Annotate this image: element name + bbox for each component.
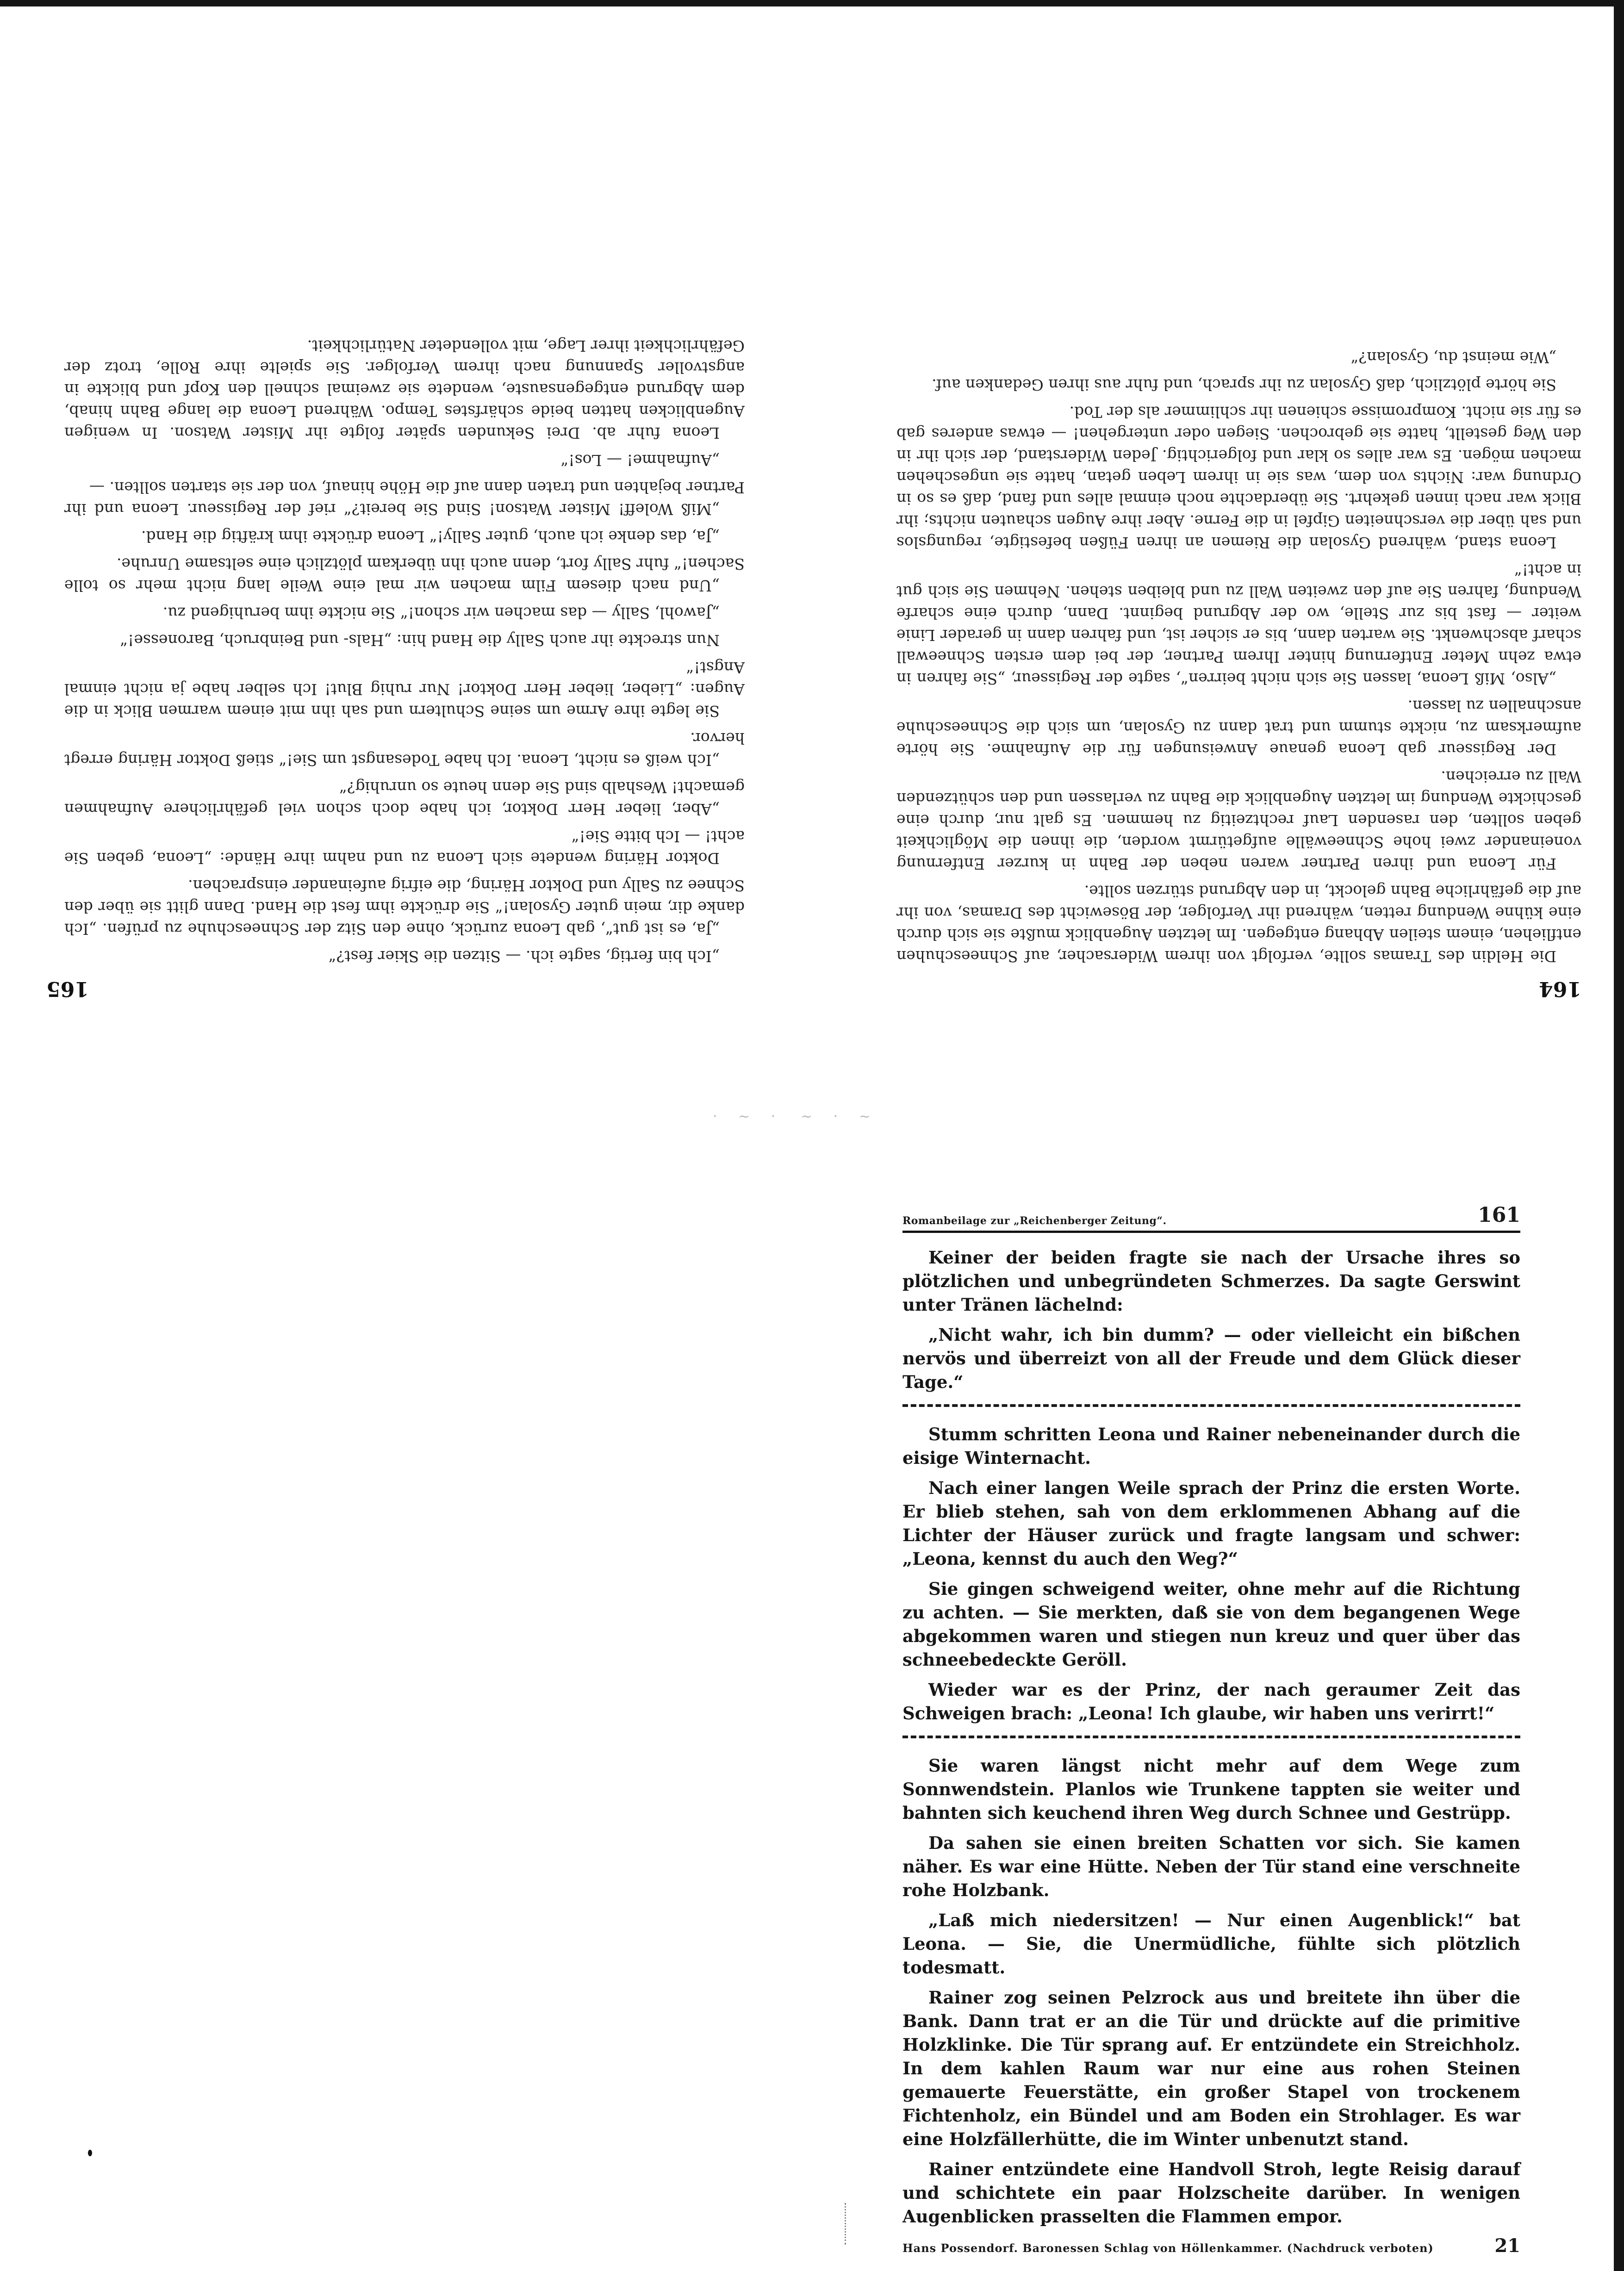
fold-mark [845,2203,849,2245]
paragraph: Die Heldin des Tramas sollte, verfolgt von ihrem Widersacher, auf Schneeschuhen entfliehen, einem steilen Abhang entgegen. Im letzten Augenblick mußte sie sich durch eine kühne Wendung retten, während ihr Verfolger, der Bösewicht des Dramas, von ihr auf die gefährliche Bahn gelockt, in den Abgrund stürzen sollte. [896,882,1581,965]
paragraph: „Laß mich niedersitzen! — Nur einen Augenblick!“ bat Leona. — Sie, die Unermüdliche, fühlte sich plötzlich todesmatt. [902,1910,1520,1978]
paragraph: Leona stand, während Gysolan die Riemen an ihren Füßen befestigte, regungslos und sah über die verschneiten Gipfel in die Ferne. Aber ihre Augen schauten nichts; ihr Blick war nach innen gekehrt. Sie überdachte noch einmal alles und fand, daß es so in Ordnung war: Nichts von dem, was sie in ihrem Leben getan, hatte sie ungeschehen machen mögen. Es war alles so klar und folgerichtig. Jeden Widerstand, der sich ihr in den Weg gestellt, hatte sie gebrochen. Siegen oder untergehen! — etwas anderes gab es für sie nicht. Kompromisse schienen ihr schlimmer als der Tod. [896,403,1581,552]
ink-speck [88,2150,92,2156]
page-161-text [902,1246,1520,2228]
paragraph: Rainer entzündete eine Handvoll Stroh, legte Reisig darauf und schichtete ein paar Holzscheite darüber. In wenigen Augenblicken prasselten die Flammen empor. [902,2159,1520,2227]
paragraph: Nach einer langen Weile sprach der Prinz die ersten Worte. Er blieb stehen, sah von dem erklommenen Abhang auf die Lichter der Häuser zurück und fragte langsam und schwer: „Leona, kennst du auch den Weg?“ [902,1478,1520,1569]
paragraph: Sie gingen schweigend weiter, ohne mehr auf die Richtung zu achten. — Sie merkten, daß sie von dem begangenen Wege abgekommen waren und stiegen nun kreuz und quer über das schneebedeckte Geröll. [902,1579,1520,1670]
paragraph: Für Leona und ihren Partner waren neben der Bahn in kurzer Entfernung voneinander zwei hohe Schneewälle aufgetürmt worden, die ihnen die Möglichkeit geben sollten, den rasenden Lauf rechtzeitig zu hemmen. Es galt nur, durch eine geschickte Wendung im letzten Augenblick die Bahn zu verlassen und den schützenden Wall zu erreichen. [896,768,1581,873]
page-footer [902,2235,1520,2257]
page-161 [902,1203,1520,2257]
paragraph: Sie legte ihre Arme um seine Schultern und sah ihn mit einem warmen Blick in die Augen: „Lieber, lieber Herr Doktor! Nur ruhig Blut! Ich selber habe ja nicht einmal Angst!“ [64,659,745,720]
paragraph: „Aber, lieber Herr Doktor, ich habe doch schon viel gefährlichere Aufnahmen gemacht! Weshalb sind Sie denn heute so unruhig?“ [64,778,745,818]
footer-credit: Hans Possendorf. Baronessen Schlag von Höllenkammer. (Nachdruck verboten) [902,2241,1434,2255]
paragraph: „Miß Woleff! Mister Watson! Sind Sie bereit?“ rief der Regisseur. Leona und ihr Partner bejahten und traten dann auf die Höhe hinauf, von der sie starten sollten. — [64,479,745,518]
faint-smudge-mark: · ~ · [713,1108,784,1125]
paragraph: „Ich weiß es nicht, Leona. Ich habe Todesangst um Sie!“ stieß Doktor Häring erregt hervor. [64,729,745,769]
page-165-text-column [64,88,745,967]
paragraph: „Ja, das denke ich auch, guter Sally!“ Leona drückte ihm kräftig die Hand. [141,528,720,546]
paragraph: „Wie meinst du, Gysolan?“ [1350,348,1556,367]
paragraph: „Und nach diesem Film machen wir mal eine Weile lang nicht mehr so tolle Sachen!“ fuhr Sally fort, denn auch ihn überkam plötzlich eine seltsame Unruhe. [64,555,745,595]
paragraph: „Nicht wahr, ich bin dumm? — oder vielleicht ein bißchen nervös und überreizt von all der Freude und dem Glück dieser Tage.“ [902,1325,1520,1392]
paragraph: Sie hörte plötzlich, daß Gysolan zu ihr sprach, und fuhr aus ihren Gedanken auf. [932,376,1556,394]
paragraph: „Aufnahme! — Los!“ [560,451,720,469]
paragraph: Keiner der beiden fragte sie nach der Ursache ihres so plötzlichen und unbegründeten Schmerzes. Da sagte Gerswint unter Tränen lächelnd: [902,1247,1520,1315]
page-header [902,1203,1520,1233]
running-head: Romanbeilage zur „Reichenberger Zeitung“. [902,1215,1167,1227]
paragraph: „Ja, es ist gut“, gab Leona zurück, ohne den Sitz der Schneeschuhe zu prüfen. „Ich danke dir, mein guter Gysolan!“ Sie drückte ihm fest die Hand. Dann glitt sie über den Schnee zu Sally und Doktor Häring, die eifrig aufeinander einsprachen. [64,877,745,938]
paragraph: „Jawohl, Sally — das machen wir schon!“ Sie nickte ihm beruhigend zu. [162,604,720,622]
page-number-164: 164 [1539,977,1581,1001]
dashed-separator [902,1736,1520,1738]
paragraph: Leona fuhr ab. Drei Sekunden später folgte ihr Mister Watson. In wenigen Augenblicken hatten beide schärfstes Tempo. Während Leona die lange Bahn hinab, dem Abgrund entgegensauste, wendete sie zweimal schnell den Kopf und blickte in angstvoller Spannung nach ihrem Verfolger. Sie spielte ihre Rolle, trotz der Gefährlichkeit ihrer Lage, mit vollendeter Natürlichkeit. [64,337,745,442]
paragraph: Sie waren längst nicht mehr auf dem Wege zum Sonnwendstein. Planlos wie Trunkene tappten sie weiter und bahnten sich keuchend ihren Weg durch Schnee und Gestrüpp. [902,1755,1520,1823]
paragraph: Doktor Häring wendete sich Leona zu und nahm ihre Hände: „Leona, geben Sie acht! — Ich bitte Sie!“ [64,828,745,867]
page-number-161: 161 [1478,1203,1520,1227]
paragraph: Stumm schritten Leona und Rainer nebeneinander durch die eisige Winternacht. [902,1424,1520,1468]
paragraph: „Ich bin fertig, sagte ich. — Sitzen die Skier fest?“ [328,947,720,965]
faint-smudge-mark: ~ · ~ [801,1108,879,1125]
page-164-text-column [896,88,1581,967]
paragraph: Nun streckte ihr auch Sally die Hand hin: „Hals- und Beinbruch, Baronesse!“ [120,631,720,649]
footer-sheet-number: 21 [1494,2235,1520,2257]
paragraph: Der Regisseur gab Leona genaue Anweisungen für die Aufnahme. Sie hörte aufmerksam zu, nickte stumm und trat dann zu Gysolan, um sich die Schneeschuhe anschnallen zu lassen. [896,697,1581,759]
paragraph: Wieder war es der Prinz, der nach geraumer Zeit das Schweigen brach: „Leona! Ich glaube, wir haben uns verirrt!“ [902,1680,1520,1723]
paragraph: „Also, Miß Leona, lassen Sie sich nicht beirren“, sagte der Regisseur, „Sie fahren in etwa zehn Meter Entfernung hinter Ihrem Partner, der bei dem ersten Schneewall scharf abschwenkt. Sie warten dann, bis er sicher ist, und fahren dann in gerader Linie weiter — fast bis zur Stelle, wo der Abgrund beginnt. Dann, durch eine scharfe Wendung, fahren Sie auf den zweiten Wall zu und bleiben stehen. Nehmen Sie sich gut in acht!“ [896,561,1581,688]
paragraph: Da sahen sie einen breiten Schatten vor sich. Sie kamen näher. Es war eine Hütte. Neben der Tür stand eine verschneite rohe Holzbank. [902,1833,1520,1900]
paragraph: Rainer zog seinen Pelzrock aus und breitete ihn über die Bank. Dann trat er an die Tür und drückte auf die primitive Holzklinke. Die Tür sprang auf. Er entzündete ein Streichholz. In dem kahlen Raum war nur eine aus rohen Steinen gemauerte Feuerstätte, ein großer Stapel von trockenem Fichtenholz, ein Bündel und am Boden ein Strohlager. Es war eine Holzfällerhütte, die im Winter unbenutzt stand. [902,1987,1520,2149]
page-number-165: 165 [46,977,89,1001]
dashed-separator [902,1404,1520,1407]
